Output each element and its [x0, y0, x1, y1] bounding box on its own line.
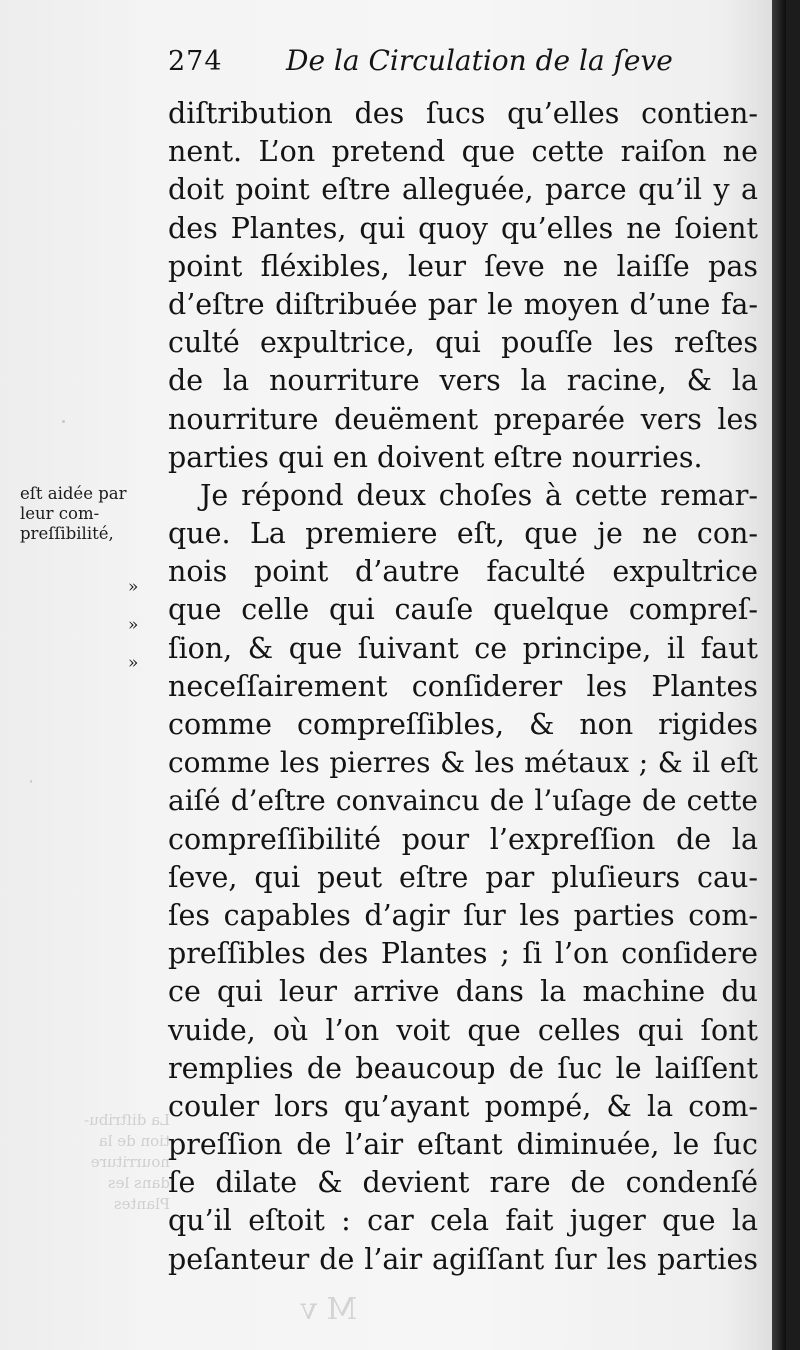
page-header — [168, 40, 728, 90]
running-title: De la Circulation de la ſeve — [286, 44, 673, 77]
text-line: Je répond deux choſes à cette remar- — [200, 478, 758, 512]
text-line: ſes capables d’agir ſur les parties com- — [168, 898, 758, 932]
text-line: que. La premiere eſt, que je ne con- — [168, 517, 758, 551]
text-line: compreſſibilité pour l’expreſſion de la — [168, 822, 758, 856]
text-line: des Plantes, qui quoy qu’elles ne ſoient — [168, 211, 758, 245]
bleed-through-signature: M v — [300, 1292, 358, 1327]
text-line: ſe dilate & devient rare de condenſé — [168, 1166, 758, 1200]
margin-note-line: leur com- — [20, 504, 100, 523]
text-line: point fléxibles, leur ſeve ne laiſſe pas — [168, 249, 758, 283]
margin-note — [20, 484, 160, 544]
body-text — [168, 95, 758, 1279]
text-line: preſſibles des Plantes ; ſi l’on conſidere — [168, 937, 758, 971]
text-line: comme les pierres & les métaux ; & il eſt — [168, 746, 758, 780]
text-line: culté expultrice, qui pouſſe les reſtes — [168, 326, 758, 360]
text-line: nois point d’autre faculté expultrice — [168, 555, 758, 589]
quote-mark: » — [128, 577, 139, 597]
text-line: d’eſtre diſtribuée par le moyen d’une fa- — [168, 287, 758, 321]
spine-shadow — [772, 0, 786, 1350]
text-line: couler lors qu’ayant pompé, & la com- — [168, 1089, 758, 1123]
bleed-through-margin-note: La diſtribu- tion de la nourriture dans les Plantes — [84, 1111, 170, 1213]
text-line: que celle qui cauſe quelque compreſ- — [168, 593, 758, 627]
paper-speck — [62, 420, 65, 423]
quote-mark: » — [128, 653, 139, 674]
text-line: peſanteur de l’air agiſſant ſur les parties — [168, 1242, 758, 1276]
margin-note-line: preſſibilité, — [20, 524, 114, 543]
text-line: ſeve, qui peut eſtre par pluſieurs cau- — [168, 860, 758, 894]
text-line: vuide, où l’on voit que celles qui ſont — [168, 1013, 758, 1047]
margin-note-line: eſt aidée par — [20, 484, 127, 503]
page-number: 274 — [168, 46, 223, 77]
text-line: ce qui leur arrive dans la machine du — [168, 975, 758, 1009]
text-line: remplies de beaucoup de ſuc le laiſſent — [168, 1051, 758, 1085]
text-line: neceſſairement conſiderer les Plantes — [168, 669, 758, 703]
text-line: qu’il eſtoit : car cela fait juger que la — [168, 1204, 758, 1238]
paper-speck — [30, 780, 32, 783]
text-line: nourriture deuëment preparée vers les — [168, 402, 758, 436]
text-line: de la nourriture vers la racine, & la — [168, 364, 758, 398]
text-line: diſtribution des ſucs qu’elles contien- — [168, 97, 758, 130]
text-line: ſion, & que ſuivant ce principe, il faut — [168, 631, 758, 665]
text-line: nent. L’on pretend que cette raiſon ne — [168, 135, 758, 169]
text-line: parties qui en doivent eſtre nourries. — [168, 440, 703, 474]
quote-mark: » — [128, 615, 139, 636]
text-line: preſſion de l’air eſtant diminuée, le ſuc — [168, 1128, 758, 1162]
text-line: doit point eſtre alleguée, parce qu’il y a — [168, 173, 758, 207]
quotation-marks — [128, 568, 152, 683]
text-line: aiſé d’eſtre convaincu de l’uſage de cette — [168, 784, 758, 818]
text-line: comme compreſſibles, & non rigides — [168, 708, 758, 741]
